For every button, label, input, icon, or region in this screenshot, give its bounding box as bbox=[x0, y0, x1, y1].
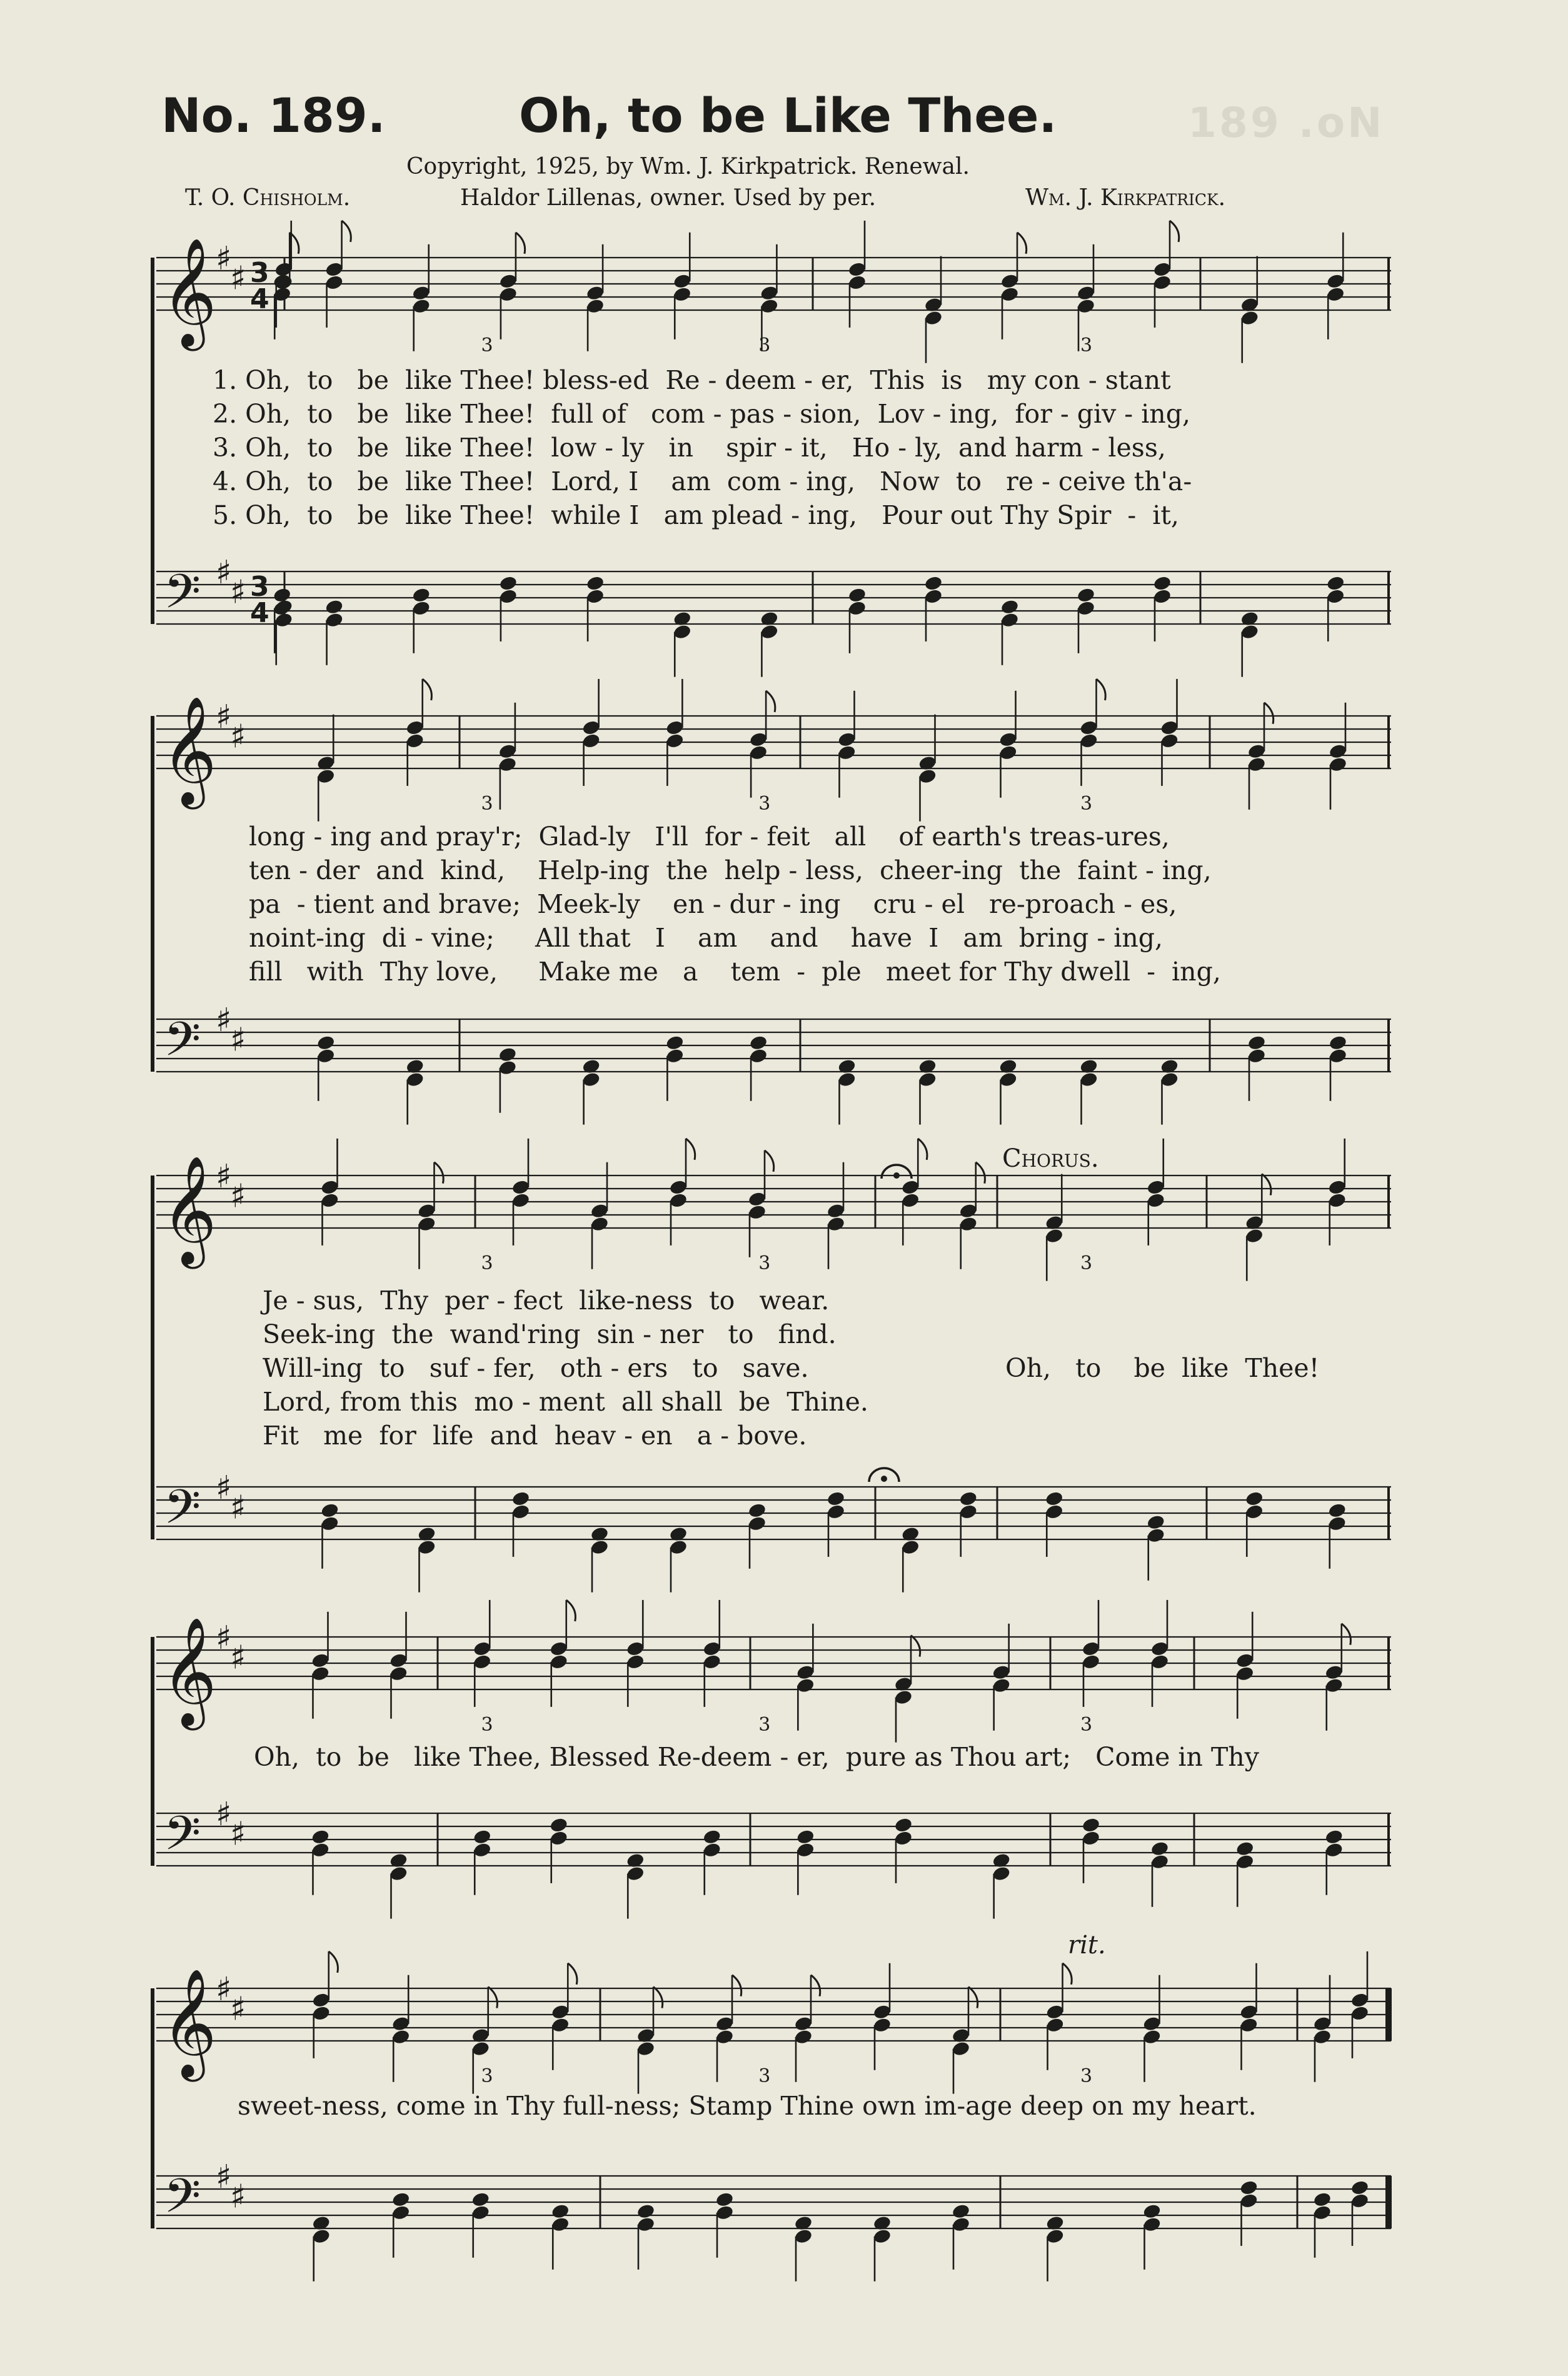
note-head bbox=[324, 598, 344, 615]
chorus-lyric-line: Oh, to be like Thee! bbox=[1005, 1353, 1320, 1383]
rit-marking: rit. bbox=[1068, 1931, 1106, 1960]
note-flag bbox=[732, 1975, 741, 1996]
note-flag bbox=[435, 1162, 444, 1184]
bass-clef-icon: 𝄢 bbox=[164, 1479, 201, 1546]
treble-clef-icon: 𝄞 bbox=[161, 1968, 217, 2077]
note-head bbox=[498, 575, 518, 592]
sharp-icon: ♯ bbox=[230, 718, 246, 756]
note-flag bbox=[329, 1951, 338, 1973]
verse-lyric-line: Fit me for life and heav - en a - bove. bbox=[263, 1421, 807, 1451]
note-head bbox=[1077, 586, 1096, 603]
note-head bbox=[1000, 598, 1020, 615]
triplet-mark: 3 bbox=[758, 793, 771, 815]
verse-lyric-line: long - ing and pray'r; Glad-ly I'll for - feit all of earth's treas-ures, bbox=[249, 822, 1170, 852]
note-head bbox=[1326, 575, 1345, 592]
note-flag bbox=[423, 679, 432, 700]
note-flag bbox=[566, 1600, 576, 1621]
chorus-label: Chorus. bbox=[1002, 1144, 1099, 1173]
fermata-icon bbox=[893, 1172, 900, 1179]
triplet-mark: 3 bbox=[481, 793, 493, 815]
note-head bbox=[498, 1046, 517, 1063]
note-flag bbox=[653, 1987, 663, 2008]
sharp-icon: ♯ bbox=[216, 1970, 232, 2008]
note-flag bbox=[488, 1987, 498, 2008]
note-flag bbox=[516, 233, 525, 254]
author-credit: T. O. Chisholm. bbox=[185, 185, 351, 211]
note-head bbox=[551, 2203, 570, 2220]
verse-lyric-line: noint-ing di - vine; All that I am and have I am bring - ing, bbox=[249, 923, 1163, 953]
verse-lyric-line: 5. Oh, to be like Thee! while I am plead - ing, Pour out Thy Spir - it, bbox=[213, 500, 1179, 530]
note-head bbox=[702, 1828, 721, 1845]
note-flag bbox=[766, 691, 775, 712]
note-flag bbox=[918, 1139, 927, 1160]
note-head bbox=[952, 2203, 971, 2220]
treble-clef-icon: 𝄞 bbox=[161, 696, 217, 805]
note-head bbox=[1150, 1840, 1170, 1857]
bass-clef-icon: 𝄢 bbox=[164, 564, 201, 631]
sharp-icon: ♯ bbox=[216, 1001, 232, 1039]
sharp-icon: ♯ bbox=[216, 1619, 232, 1657]
composer-credit: Wm. J. Kirkpatrick. bbox=[1025, 185, 1226, 211]
verse-lyric-line: 2. Oh, to be like Thee! full of com - pas - sion, Lov - ing, for - giv - ing, bbox=[213, 399, 1190, 429]
triplet-mark: 3 bbox=[758, 335, 771, 356]
note-head bbox=[636, 2203, 656, 2220]
triplet-mark: 3 bbox=[1080, 335, 1093, 356]
sharp-icon: ♯ bbox=[230, 1177, 246, 1216]
note-head bbox=[1327, 1502, 1347, 1519]
sharp-icon: ♯ bbox=[216, 1795, 232, 1833]
note-flag bbox=[568, 1963, 577, 1985]
note-head bbox=[586, 575, 605, 592]
note-flag bbox=[342, 221, 351, 242]
note-head bbox=[1142, 2203, 1162, 2220]
note-head bbox=[749, 1034, 768, 1051]
note-head bbox=[273, 586, 292, 603]
triplet-mark: 3 bbox=[481, 1714, 493, 1736]
note-head bbox=[715, 2191, 735, 2208]
triplet-mark: 3 bbox=[481, 335, 493, 356]
verse-lyric-line: 4. Oh, to be like Thee! Lord, I am com - ing, Now to re - ceive th'a- bbox=[213, 466, 1192, 496]
note-head bbox=[1235, 1840, 1255, 1857]
chorus-lyric-line: Oh, to be like Thee, Blessed Re-deem - er, pure as Thou art; Come in Thy bbox=[254, 1742, 1259, 1772]
note-flag bbox=[1097, 679, 1106, 700]
time-signature-bottom: 4 bbox=[250, 283, 269, 315]
note-flag bbox=[765, 1150, 774, 1172]
note-head bbox=[748, 1502, 767, 1519]
bass-clef-icon: 𝄢 bbox=[164, 1806, 201, 1873]
note-head bbox=[1146, 1514, 1165, 1531]
verse-lyric-line: 3. Oh, to be like Thee! low - ly in spir - it, Ho - ly, and harm - less, bbox=[213, 433, 1166, 463]
note-head bbox=[473, 1828, 492, 1845]
triplet-mark: 3 bbox=[758, 2065, 771, 2087]
sharp-icon: ♯ bbox=[230, 259, 246, 298]
triplet-mark: 3 bbox=[1080, 793, 1093, 815]
sharp-icon: ♯ bbox=[230, 1489, 246, 1527]
bass-clef-icon: 𝄢 bbox=[164, 2168, 201, 2235]
note-flag bbox=[911, 1636, 920, 1657]
note-head bbox=[796, 1828, 815, 1845]
note-head bbox=[1245, 1491, 1264, 1508]
triplet-mark: 3 bbox=[481, 2065, 493, 2087]
verse-lyric-line: Je - sus, Thy per - fect like-ness to wear. bbox=[263, 1286, 830, 1316]
fermata-icon bbox=[881, 1476, 887, 1482]
note-flag bbox=[811, 1975, 820, 1996]
note-head bbox=[848, 586, 867, 603]
note-flag bbox=[1170, 221, 1179, 242]
verse-lyric-line: Lord, from this mo - ment all shall be Thine. bbox=[263, 1387, 868, 1417]
note-head bbox=[924, 575, 943, 592]
note-head bbox=[1082, 1817, 1101, 1834]
copyright-line: Copyright, 1925, by Wm. J. Kirkpatrick. Renewal. bbox=[406, 154, 970, 179]
note-flag bbox=[1264, 703, 1274, 724]
sharp-icon: ♯ bbox=[216, 1469, 232, 1507]
verse-lyric-line: 1. Oh, to be like Thee! bless-ed Re - deem - er, This is my con - stant bbox=[213, 365, 1171, 395]
sharp-icon: ♯ bbox=[216, 553, 232, 591]
note-head bbox=[320, 1502, 339, 1519]
note-flag bbox=[1017, 233, 1027, 254]
triplet-mark: 3 bbox=[758, 1252, 771, 1274]
triplet-mark: 3 bbox=[758, 1714, 771, 1736]
note-head bbox=[511, 1491, 531, 1508]
note-head bbox=[1324, 1828, 1344, 1845]
note-head bbox=[1239, 2180, 1259, 2197]
note-head bbox=[1350, 2180, 1370, 2197]
sharp-icon: ♯ bbox=[216, 1157, 232, 1196]
show-through-number: 189 .oN bbox=[1188, 99, 1385, 147]
note-head bbox=[391, 2191, 411, 2208]
hymn-title: Oh, to be Like Thee. bbox=[519, 88, 1057, 143]
sharp-icon: ♯ bbox=[230, 1815, 246, 1853]
note-head bbox=[665, 1034, 685, 1051]
note-head bbox=[549, 1817, 568, 1834]
chorus-lyric-line: sweet-ness, come in Thy full-ness; Stamp Thine own im-age deep on my heart. bbox=[238, 2091, 1257, 2121]
sharp-icon: ♯ bbox=[230, 1990, 246, 2028]
verse-lyric-line: Seek-ing the wand'ring sin - ner to find. bbox=[263, 1319, 837, 1349]
hymn-number: No. 189. bbox=[161, 88, 386, 143]
note-head bbox=[471, 2191, 490, 2208]
note-head bbox=[1329, 1034, 1348, 1051]
sharp-icon: ♯ bbox=[230, 2178, 246, 2216]
note-head bbox=[411, 586, 431, 603]
sharp-icon: ♯ bbox=[230, 573, 246, 612]
note-flag bbox=[1342, 1624, 1351, 1645]
verse-lyric-line: Will-ing to suf - fer, oth - ers to save. bbox=[263, 1353, 809, 1383]
triplet-mark: 3 bbox=[1080, 2065, 1093, 2087]
note-flag bbox=[1063, 1963, 1072, 1985]
sharp-icon: ♯ bbox=[216, 239, 232, 278]
bass-clef-icon: 𝄢 bbox=[164, 1012, 201, 1079]
note-head bbox=[1045, 1491, 1064, 1508]
time-signature-top: 3 bbox=[250, 571, 269, 603]
sharp-icon: ♯ bbox=[216, 2158, 232, 2196]
verse-lyric-line: fill with Thy love, Make me a tem - ple meet for Thy dwell - ing, bbox=[249, 957, 1221, 987]
triplet-mark: 3 bbox=[1080, 1252, 1093, 1274]
time-signature-top: 3 bbox=[250, 257, 269, 289]
treble-clef-icon: 𝄞 bbox=[161, 1155, 217, 1264]
note-head bbox=[894, 1817, 913, 1834]
sharp-icon: ♯ bbox=[230, 1639, 246, 1677]
sharp-icon: ♯ bbox=[230, 1021, 246, 1059]
note-flag bbox=[1262, 1174, 1271, 1196]
verse-lyric-line: ten - der and kind, Help-ing the help - less, cheer-ing the faint - ing, bbox=[249, 855, 1212, 885]
note-head bbox=[1313, 2191, 1332, 2208]
note-head bbox=[958, 1491, 978, 1508]
time-signature-bottom: 4 bbox=[250, 597, 269, 629]
triplet-mark: 3 bbox=[481, 1252, 493, 1274]
verse-lyric-line: pa - tient and brave; Meek-ly en - dur - ing cru - el re-proach - es, bbox=[249, 889, 1177, 919]
note-flag bbox=[686, 1139, 695, 1160]
note-head bbox=[316, 1034, 336, 1051]
sharp-icon: ♯ bbox=[216, 698, 232, 736]
note-flag bbox=[968, 1987, 978, 2008]
note-head bbox=[1153, 575, 1172, 592]
note-head bbox=[311, 1828, 330, 1845]
triplet-mark: 3 bbox=[1080, 1714, 1093, 1736]
treble-clef-icon: 𝄞 bbox=[161, 1617, 217, 1726]
owner-credit: Haldor Lillenas, owner. Used by per. bbox=[460, 185, 877, 211]
treble-clef-icon: 𝄞 bbox=[161, 238, 217, 346]
note-flag bbox=[976, 1162, 985, 1184]
note-head bbox=[1247, 1034, 1267, 1051]
note-head bbox=[827, 1491, 846, 1508]
